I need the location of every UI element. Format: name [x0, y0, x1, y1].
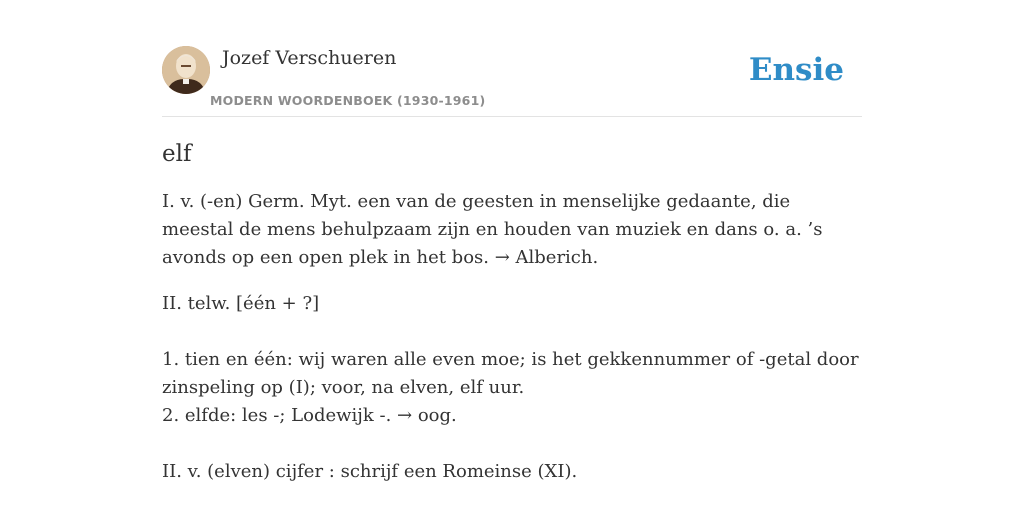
headword-title: elf [162, 141, 192, 167]
definition-paragraph-1: I. v. (-en) Germ. Myt. een van de geesten in menselijke gedaante, die meestal de mens behulpzaam zijn en houden van muziek en dans o. a. ’s avonds op een open plek in het bos. → Alberich. [162, 191, 823, 268]
dictionary-source[interactable]: MODERN WOORDENBOEK (1930-1961) [210, 93, 486, 108]
entry-content [162, 138, 866, 486]
brand-logo[interactable]: Ensie [748, 52, 844, 88]
definition-paragraph-2: II. telw. [één + ?] 1. tien en één: wij waren alle even moe; is het gekkennummer of -getal door zinspeling op (I); voor, na elven, elf uur. 2. elfde: les -; Lodewijk -. → oog. II. v. (elven) cijfer : schrijf een Romeinse (XI). [162, 293, 859, 482]
entry-header [162, 46, 862, 117]
author-avatar[interactable] [162, 46, 210, 94]
portrait-photo-icon [162, 46, 210, 94]
author-name[interactable]: Jozef Verschueren [222, 47, 397, 69]
